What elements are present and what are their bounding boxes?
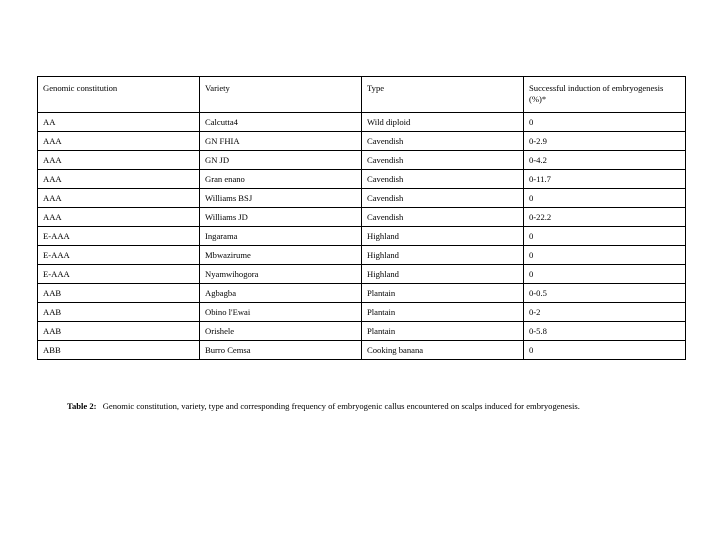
cell-genomic-constitution: E-AAA [38, 265, 200, 284]
header-genomic-constitution: Genomic constitution [38, 77, 200, 113]
table-caption [67, 400, 707, 412]
table-row [38, 113, 686, 132]
table-row [38, 208, 686, 227]
cell-induction: 0 [524, 113, 686, 132]
cell-type: Highland [362, 227, 524, 246]
data-table-container [37, 76, 685, 360]
cell-genomic-constitution: AAA [38, 170, 200, 189]
cell-induction: 0-2 [524, 303, 686, 322]
cell-induction: 0 [524, 341, 686, 360]
cell-variety: Nyamwihogora [200, 265, 362, 284]
caption-label: Table 2: [67, 401, 97, 411]
cell-type: Plantain [362, 284, 524, 303]
cell-induction: 0 [524, 246, 686, 265]
cell-genomic-constitution: AAA [38, 151, 200, 170]
cell-type: Cooking banana [362, 341, 524, 360]
cell-type: Wild diploid [362, 113, 524, 132]
cell-genomic-constitution: ABB [38, 341, 200, 360]
header-variety: Variety [200, 77, 362, 113]
table-row [38, 170, 686, 189]
cell-type: Highland [362, 265, 524, 284]
cell-variety: GN JD [200, 151, 362, 170]
cell-type: Cavendish [362, 151, 524, 170]
cell-type: Cavendish [362, 189, 524, 208]
cell-type: Highland [362, 246, 524, 265]
header-row [38, 77, 686, 113]
cell-induction: 0-0.5 [524, 284, 686, 303]
table-row [38, 341, 686, 360]
cell-type: Cavendish [362, 208, 524, 227]
table-row [38, 132, 686, 151]
cell-induction: 0-11.7 [524, 170, 686, 189]
cell-variety: Williams BSJ [200, 189, 362, 208]
table-row [38, 265, 686, 284]
cell-genomic-constitution: AAA [38, 208, 200, 227]
cell-genomic-constitution: AAA [38, 132, 200, 151]
cell-induction: 0-22.2 [524, 208, 686, 227]
table-row [38, 303, 686, 322]
cell-induction: 0-4.2 [524, 151, 686, 170]
cell-variety: Burro Cemsa [200, 341, 362, 360]
cell-variety: GN FHIA [200, 132, 362, 151]
table-row [38, 189, 686, 208]
cell-genomic-constitution: E-AAA [38, 227, 200, 246]
cell-type: Cavendish [362, 132, 524, 151]
cell-variety: Gran enano [200, 170, 362, 189]
cell-genomic-constitution: AA [38, 113, 200, 132]
table-body [38, 113, 686, 360]
cell-genomic-constitution: AAB [38, 303, 200, 322]
table-row [38, 246, 686, 265]
cell-variety: Williams JD [200, 208, 362, 227]
table-row [38, 322, 686, 341]
table-row [38, 227, 686, 246]
cell-variety: Ingarama [200, 227, 362, 246]
header-successful-induction: Successful induction of embryogenesis (%)* [524, 77, 686, 113]
cell-genomic-constitution: AAB [38, 284, 200, 303]
cell-genomic-constitution: E-AAA [38, 246, 200, 265]
cell-variety: Obino l'Ewai [200, 303, 362, 322]
table-header [38, 77, 686, 113]
table-row [38, 284, 686, 303]
cell-variety: Mbwazirume [200, 246, 362, 265]
cell-type: Cavendish [362, 170, 524, 189]
table-row [38, 151, 686, 170]
cell-genomic-constitution: AAA [38, 189, 200, 208]
cell-induction: 0 [524, 227, 686, 246]
header-type: Type [362, 77, 524, 113]
cell-variety: Orishele [200, 322, 362, 341]
cell-induction: 0 [524, 265, 686, 284]
cell-induction: 0 [524, 189, 686, 208]
cell-induction: 0-2.9 [524, 132, 686, 151]
cell-variety: Agbagba [200, 284, 362, 303]
cell-variety: Calcutta4 [200, 113, 362, 132]
cell-type: Plantain [362, 322, 524, 341]
cell-type: Plantain [362, 303, 524, 322]
cell-induction: 0-5.8 [524, 322, 686, 341]
cell-genomic-constitution: AAB [38, 322, 200, 341]
embryogenesis-table [37, 76, 686, 360]
caption-text: Genomic constitution, variety, type and corresponding frequency of embryogenic callus encountered on scalps induced for embryogenesis. [102, 401, 580, 411]
